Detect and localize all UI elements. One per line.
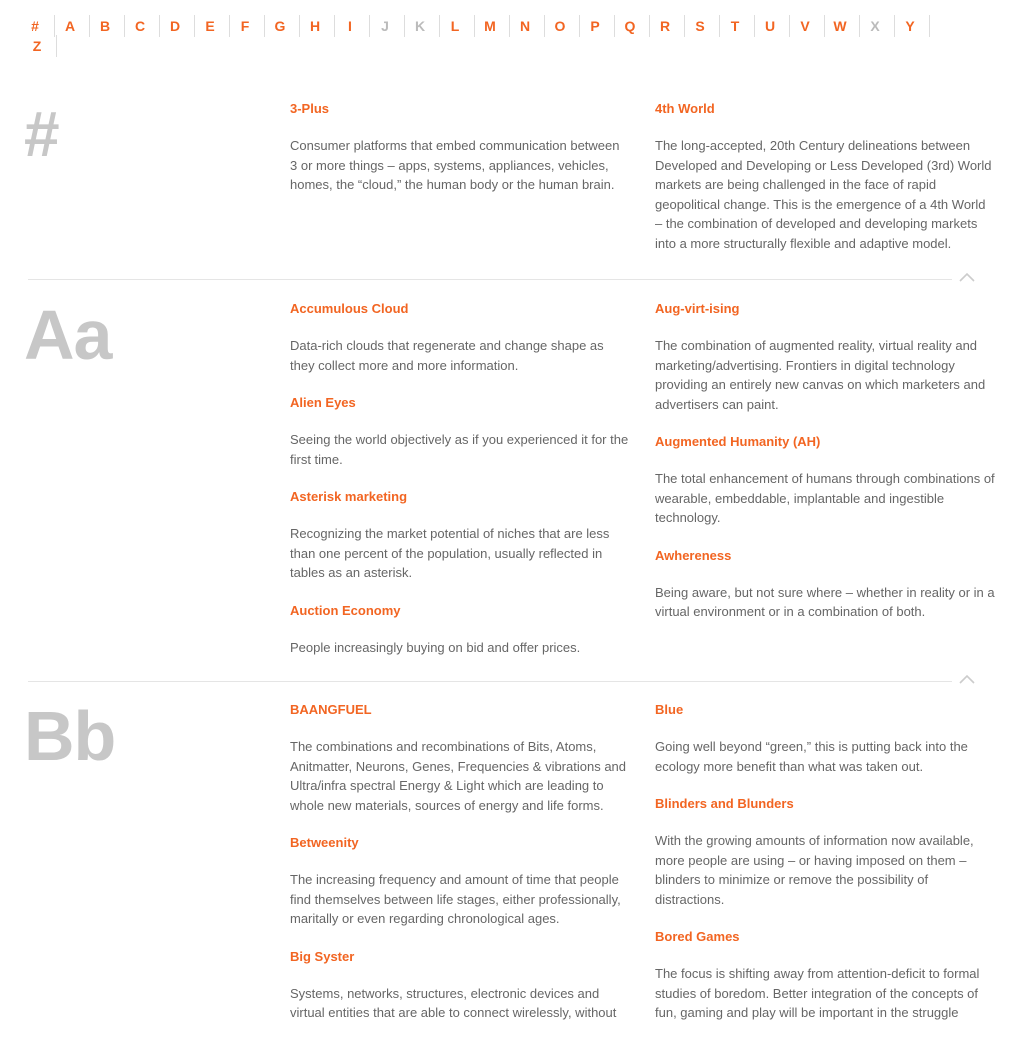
alphabet-link-w[interactable]: W xyxy=(825,15,860,37)
term-title: Auction Economy xyxy=(290,602,401,618)
term-entry xyxy=(655,795,995,909)
term-entry xyxy=(655,433,995,528)
alphabet-link-h[interactable]: H xyxy=(300,15,335,37)
term-definition: Recognizing the market potential of niches that are less than one percent of the population, usually reflected in tables as an asterisk. xyxy=(290,526,610,580)
alphabet-link-f[interactable]: F xyxy=(230,15,265,37)
term-title: Bored Games xyxy=(655,929,740,944)
term-definition: Being aware, but not sure where – whether in reality or in a virtual environment or in a combination of both. xyxy=(655,584,995,619)
term-entry xyxy=(290,701,630,815)
term-title: Blinders and Blunders xyxy=(655,796,794,811)
term-title: 4th World xyxy=(655,101,715,116)
alphabet-link-x: X xyxy=(860,15,895,37)
alphabet-link-l[interactable]: L xyxy=(440,15,475,37)
section-divider xyxy=(28,681,952,682)
term-definition: The increasing frequency and amount of time that people find themselves between life stages, either professionally, maritally or even regarding chronological ages. xyxy=(290,872,621,926)
term-definition: The long-accepted, 20th Century delineations between Developed and Developing or Less Developed (3rd) World markets are being challenged in the face of rapid geopolitical change. This is the emergence of a 4th World – the combination of developed and developing markets into a more structurally flexible and adaptive model. xyxy=(655,138,992,251)
back-to-top-chevron-up-icon[interactable] xyxy=(958,673,976,685)
alphabet-link-i[interactable]: I xyxy=(335,15,370,37)
term-definition: Data-rich clouds that regenerate and change shape as they collect more and more information. xyxy=(290,338,604,373)
alphabet-link-m[interactable]: M xyxy=(475,15,510,37)
term-entry xyxy=(290,602,630,658)
term-entry xyxy=(290,100,630,195)
term-entry xyxy=(655,100,995,253)
alphabet-link-a[interactable]: A xyxy=(55,15,90,37)
alphabet-link-g[interactable]: G xyxy=(265,15,300,37)
term-title: 3-Plus xyxy=(290,101,330,116)
section-heading: Aa xyxy=(24,296,112,374)
term-title: Betweenity xyxy=(290,835,359,850)
terms-column-right xyxy=(655,300,995,641)
term-entry xyxy=(655,928,995,1023)
alphabet-link-d[interactable]: D xyxy=(160,15,195,37)
section-heading: Bb xyxy=(24,697,116,775)
term-definition: Going well beyond “green,” this is putting back into the ecology more benefit than what was taken out. xyxy=(655,739,968,774)
alphabet-link-y[interactable]: Y xyxy=(895,15,930,37)
term-title: Alien Eyes xyxy=(290,395,356,410)
term-entry xyxy=(290,948,630,1023)
term-definition: The total enhancement of humans through combinations of wearable, embeddable, implantable and ingestible technology. xyxy=(655,471,995,525)
term-title: Aug-virt-ising xyxy=(655,301,740,316)
alphabet-link-hash[interactable]: # xyxy=(22,15,55,37)
term-definition: The focus is shifting away from attention-deficit to formal studies of boredom. Better integration of the concepts of fun, gaming and play will be important in the struggle xyxy=(655,966,980,1020)
term-definition: Seeing the world objectively as if you experienced it for the first time. xyxy=(290,432,629,467)
alphabet-link-p[interactable]: P xyxy=(580,15,615,37)
section-heading: # xyxy=(24,98,59,170)
term-title: Augmented Humanity (AH) xyxy=(655,434,821,449)
terms-column-right xyxy=(655,701,995,1042)
term-title: Accumulous Cloud xyxy=(290,301,409,316)
term-entry xyxy=(290,394,630,469)
alphabet-link-o[interactable]: O xyxy=(545,15,580,37)
term-definition: The combination of augmented reality, virtual reality and marketing/advertising. Frontiers in digital technology providing an entirely new canvas on which marketers and advertisers can paint. xyxy=(655,338,986,412)
alphabet-link-b[interactable]: B xyxy=(90,15,125,37)
terms-column-left xyxy=(290,100,630,214)
back-to-top-chevron-up-icon[interactable] xyxy=(958,271,976,283)
term-entry xyxy=(290,488,630,583)
alphabet-link-j: J xyxy=(370,15,405,37)
term-definition: Consumer platforms that embed communication between 3 or more things – apps, systems, appliances, vehicles, homes, the “cloud,” the human body or the human brain. xyxy=(290,138,620,192)
term-title: Asterisk marketing xyxy=(290,489,408,504)
alphabet-link-q[interactable]: Q xyxy=(615,15,650,37)
alphabet-link-c[interactable]: C xyxy=(125,15,160,37)
alphabet-nav xyxy=(22,15,952,55)
term-entry xyxy=(655,547,995,622)
term-entry xyxy=(290,300,630,375)
alphabet-link-z[interactable]: Z xyxy=(22,35,57,57)
term-entry xyxy=(290,834,630,929)
term-entry xyxy=(655,300,995,414)
term-title: Awhereness xyxy=(655,547,732,563)
term-title: BAANGFUEL xyxy=(290,702,372,717)
alphabet-link-e[interactable]: E xyxy=(195,15,230,37)
term-definition: With the growing amounts of information now available, more people are using – or having imposed on them – blinders to minimize or remove the possibility of distractions. xyxy=(655,833,974,907)
term-title: Big Syster xyxy=(290,948,355,964)
term-title: Blue xyxy=(655,702,684,717)
terms-column-right xyxy=(655,100,995,272)
alphabet-link-n[interactable]: N xyxy=(510,15,545,37)
terms-column-left xyxy=(290,701,630,1042)
term-definition: Systems, networks, structures, electronic devices and virtual entities that are able to connect wirelessly, without xyxy=(290,985,617,1020)
alphabet-link-r[interactable]: R xyxy=(650,15,685,37)
term-definition: People increasingly buying on bid and offer prices. xyxy=(290,639,581,655)
alphabet-link-t[interactable]: T xyxy=(720,15,755,37)
term-entry xyxy=(655,701,995,776)
alphabet-link-u[interactable]: U xyxy=(755,15,790,37)
alphabet-link-v[interactable]: V xyxy=(790,15,825,37)
alphabet-link-s[interactable]: S xyxy=(685,15,720,37)
terms-column-left xyxy=(290,300,630,676)
alphabet-link-k: K xyxy=(405,15,440,37)
section-divider xyxy=(28,279,952,280)
term-definition: The combinations and recombinations of Bits, Atoms, Anitmatter, Neurons, Genes, Frequencies & vibrations and Ultra/infra spectral Energy & Light which are leading to whole new materials, sources of energy and life forms. xyxy=(290,739,627,813)
